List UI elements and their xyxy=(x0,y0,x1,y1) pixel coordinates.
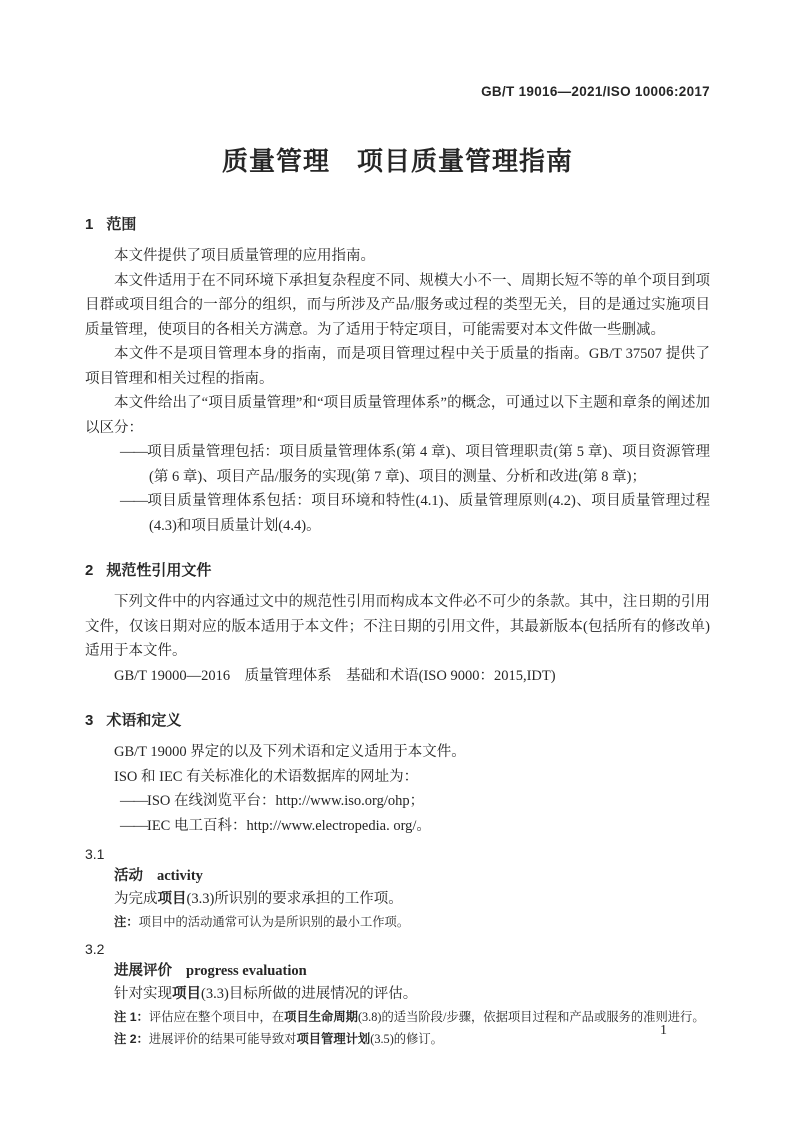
section-3-number: 3 xyxy=(85,712,94,729)
terms-list-item-iso xyxy=(85,789,710,814)
term-3-2-definition: 针对实现项目(3.3)目标所做的进展情况的评估。 xyxy=(114,986,418,1002)
page-number: 1 xyxy=(660,1023,667,1038)
section-1-title: 范围 xyxy=(106,216,137,233)
term-3-2-name xyxy=(85,960,710,983)
dash-bullet: —— xyxy=(120,493,147,509)
dash-bullet: —— xyxy=(120,444,147,460)
section-3-title: 术语和定义 xyxy=(106,712,182,729)
scope-list-item-1 xyxy=(85,440,710,489)
term-3-1-name xyxy=(85,865,710,888)
scope-paragraph-4: 本文件给出了“项目质量管理”和“项目质量管理体系”的概念，可通过以下主题和章条的阐述加以区分： xyxy=(85,395,710,436)
terms-paragraph-2: ISO 和 IEC 有关标准化的术语数据库的网址为： xyxy=(114,768,419,785)
section-3-heading xyxy=(85,710,710,732)
section-2-title: 规范性引用文件 xyxy=(106,562,212,579)
dash-bullet: —— xyxy=(120,817,147,834)
scope-paragraph-2: 本文件适用于在不同环境下承担复杂程度不同、规模大小不一、周期长短不等的单个项目到项目群或项目组合的一部分的组织，而与所涉及产品/服务或过程的类型无关，目的是通过实施项目质量管理，使项目的各相关方满意。为了适用于特定项目，可能需要对本文件做一些删减。 xyxy=(85,272,710,338)
term-3-2-number: 3.2 xyxy=(85,941,105,957)
term-3-2 xyxy=(85,939,710,1050)
references-paragraph-1: 下列文件中的内容通过文中的规范性引用而构成本文件必不可少的条款。其中，注日期的引用文件，仅该日期对应的版本适用于本文件；不注日期的引用文件，其最新版本(包括所有的修改单)适用于本文件。 xyxy=(85,594,710,659)
section-1-number: 1 xyxy=(85,216,94,233)
term-3-2-name-en: progress evaluation xyxy=(186,963,307,979)
scope-paragraph-1: 本文件提供了项目质量管理的应用指南。 xyxy=(114,248,375,264)
term-3-2-name-zh: 进展评价 xyxy=(114,963,172,979)
section-1-heading xyxy=(85,214,710,236)
terms-list-item-iec xyxy=(85,814,710,839)
reference-entry: GB/T 19000—2016 质量管理体系 基础和术语(ISO 9000：2015,IDT) xyxy=(114,667,556,684)
term-3-2-note-2: 注 2：进展评价的结果可能导致对项目管理计划(3.5)的修订。 xyxy=(114,1032,443,1046)
section-2-heading xyxy=(85,560,710,582)
term-3-1-name-en: activity xyxy=(157,868,203,884)
term-3-1-definition: 为完成项目(3.3)所识别的要求承担的工作项。 xyxy=(114,891,403,907)
scope-list-item-1-text: 项目质量管理包括：项目质量管理体系(第 4 章)、项目管理职责(第 5 章)、项目资源管理(第 6 章)、项目产品/服务的实现(第 7 章)、项目的测量、分析和改进(第 8 章)； xyxy=(147,444,710,485)
terms-paragraph-1: GB/T 19000 界定的以及下列术语和定义适用于本文件。 xyxy=(114,744,466,760)
standard-code-header: GB/T 19016—2021/ISO 10006:2017 xyxy=(481,84,710,99)
iso-platform-link-text: ISO 在线浏览平台：http://www.iso.org/ohp； xyxy=(147,793,425,809)
section-2-number: 2 xyxy=(85,562,94,579)
term-3-1 xyxy=(85,844,710,933)
iec-electropedia-link-text: IEC 电工百科：http://www.electropedia. org/。 xyxy=(147,817,431,834)
term-3-1-number: 3.1 xyxy=(85,846,105,862)
term-3-2-note-1: 注 1：评估应在整个项目中，在项目生命周期(3.8)的适当阶段/步骤，依据项目过程和产品或服务的准则进行。 xyxy=(114,1010,705,1024)
dash-bullet: —— xyxy=(120,793,147,809)
section-3-body xyxy=(85,740,710,1050)
term-3-1-note: 注：项目中的活动通常可认为是所识别的最小工作项。 xyxy=(114,915,410,929)
document-title: 质量管理 项目质量管理指南 xyxy=(221,146,573,176)
section-2-body xyxy=(85,590,710,688)
section-1-body xyxy=(85,244,710,538)
scope-list-item-2-text: 项目质量管理体系包括：项目环境和特性(4.1)、质量管理原则(4.2)、项目质量管理过程(4.3)和项目质量计划(4.4)。 xyxy=(147,493,710,534)
scope-list-item-2 xyxy=(85,489,710,538)
term-3-1-name-zh: 活动 xyxy=(114,868,143,884)
scope-paragraph-3: 本文件不是项目管理本身的指南，而是项目管理过程中关于质量的指南。GB/T 37507 提供了项目管理和相关过程的指南。 xyxy=(85,346,710,387)
